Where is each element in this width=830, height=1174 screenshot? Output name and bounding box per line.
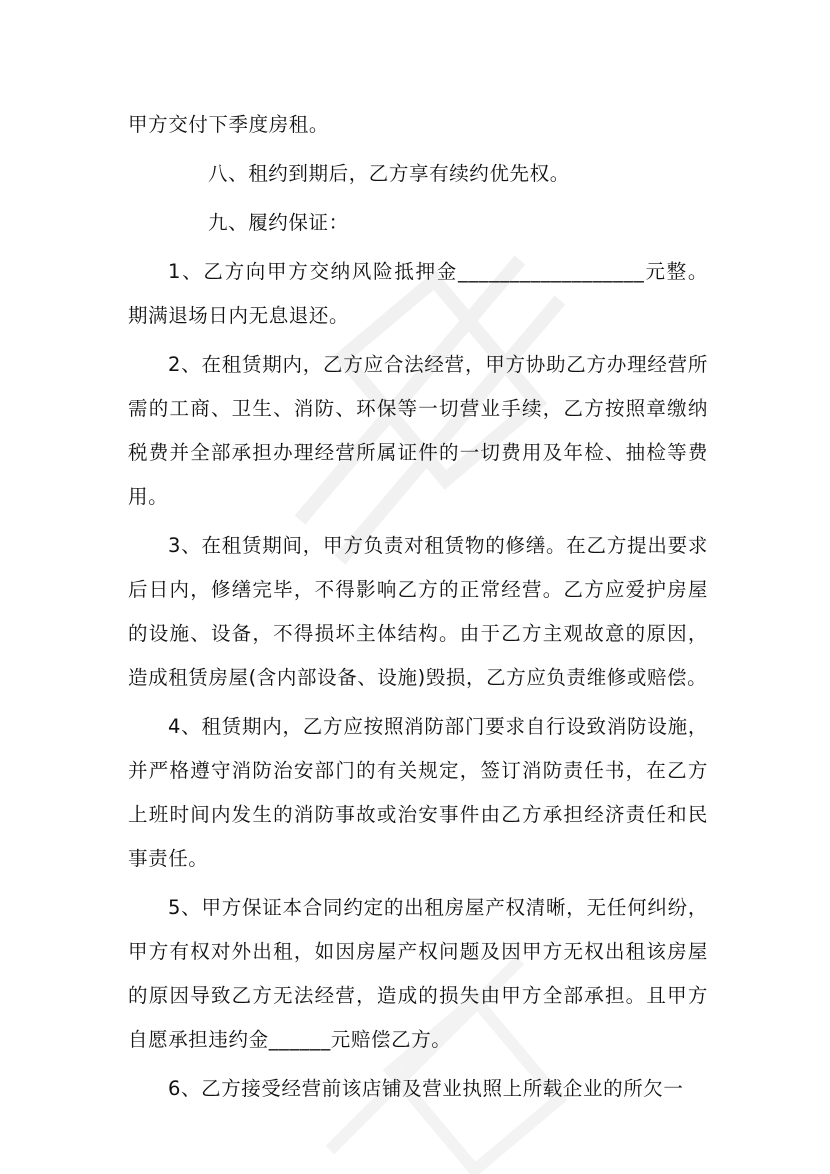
- clause-text: 租约到期后，乙方享有续约优先权。: [248, 162, 570, 185]
- clause-text: 履约保证：: [248, 211, 349, 234]
- paragraph-clause-8: [128, 152, 708, 196]
- paragraph-item-1: 1、乙方向甲方交纳风险抵押金__________________元整。期满退场日内无息退还。: [128, 260, 708, 327]
- paragraph-item-2: 2、在租赁期内，乙方应合法经营，甲方协助乙方办理经营所需的工商、卫生、消防、环保等一切营业手续，乙方按照章缴纳税费并全部承担办理经营所属证件的一切费用及年检、抽检等费用。: [128, 353, 708, 508]
- document-body: [128, 103, 708, 1116]
- paragraph-item-4: 4、租赁期内，乙方应按照消防部门要求自行设致消防设施，并严格遵守消防治安部门的有关规定，签订消防责任书，在乙方上班时间内发生的消防事故或治安事件由乙方承担经济责任和民事责任。: [128, 715, 708, 870]
- paragraph-clause-9: [128, 201, 708, 245]
- paragraph-item-5: 5、甲方保证本合同约定的出租房屋产权清晰，无任何纠纷，甲方有权对外出租，如因房屋产权问题及因甲方无权出租该房屋的原因导致乙方无法经营，造成的损失由甲方全部承担。且甲方自愿承担违约金______元赔偿乙方。: [128, 896, 708, 1051]
- clause-number: 八、: [208, 162, 249, 185]
- paragraph-rent-payment: 甲方交付下季度房租。: [128, 113, 330, 136]
- paragraph-item-3: 3、在租赁期间，甲方负责对租赁物的修缮。在乙方提出要求后日内，修缮完毕，不得影响乙方的正常经营。乙方应爱护房屋的设施、设备，不得损坏主体结构。由于乙方主观故意的原因，造成租赁房屋(含内部设备、设施)毁损，乙方应负责维修或赔偿。: [128, 534, 708, 689]
- clause-number: 九、: [208, 211, 249, 234]
- paragraph-item-6: 6、乙方接受经营前该店铺及营业执照上所载企业的所欠一: [168, 1077, 684, 1100]
